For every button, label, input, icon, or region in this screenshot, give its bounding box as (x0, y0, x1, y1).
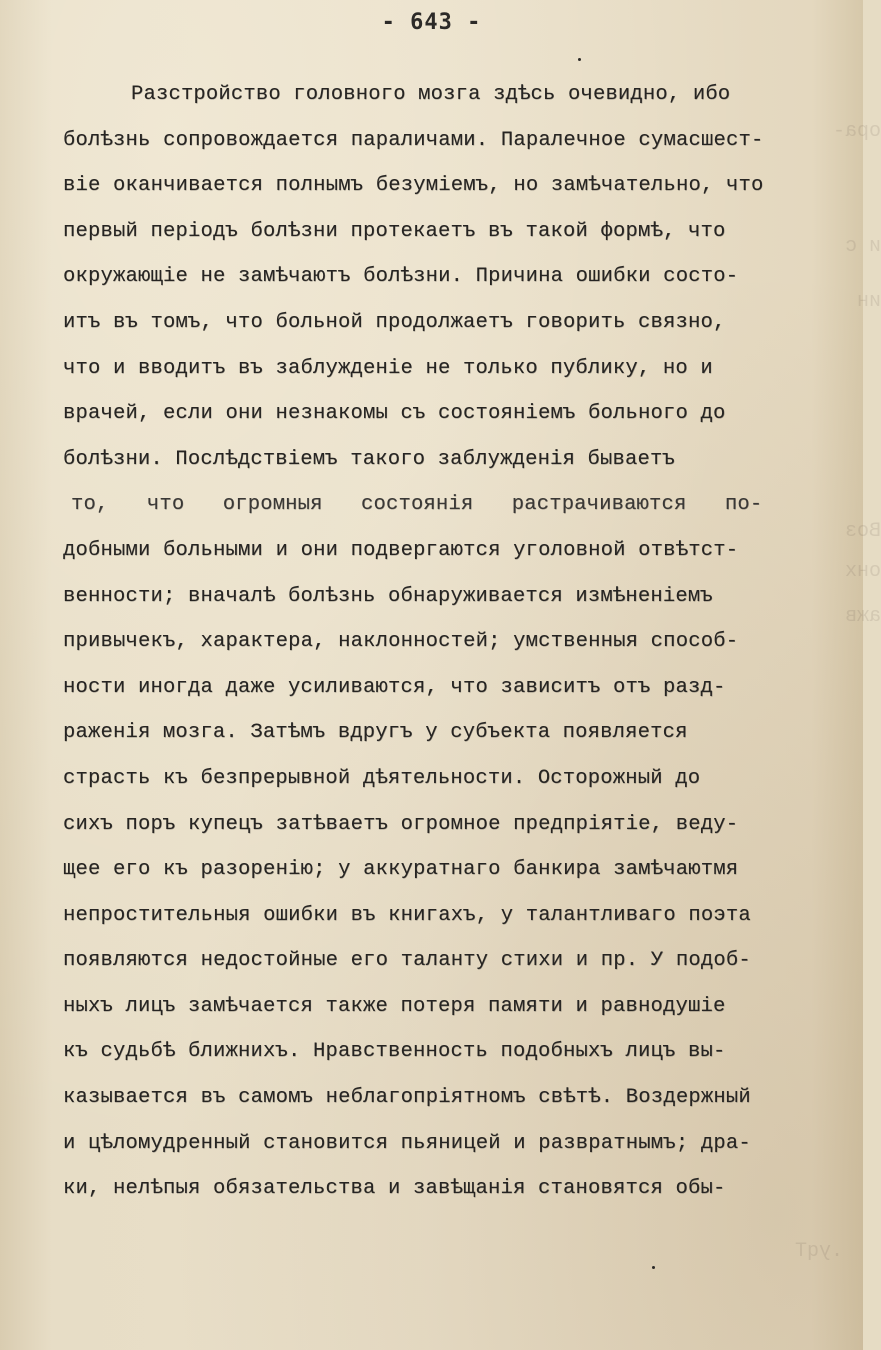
text-line: віе оканчивается полнымъ безуміемъ, но замѣчательно, что (63, 174, 764, 198)
text-line: щее его къ разоренію; у аккуратнаго банкира замѣчаютмя (63, 858, 739, 882)
text-line: къ судьбѣ ближнихъ. Нравственность подобныхъ лицъ вы- (63, 1040, 726, 1064)
text-line: страсть къ безпрерывной дѣятельности. Осторожный до (63, 766, 701, 790)
text-line: непростительныя ошибки въ книгахъ, у талантливаго поэта (63, 903, 751, 927)
text-line: и цѣломудренный становится пьяницей и развратнымъ; дра- (63, 1131, 751, 1155)
text-line: казывается въ самомъ неблагопріятномъ свѣтѣ. Воздержный (63, 1086, 751, 1110)
text-line: окружающіе не замѣчаютъ болѣзни. Причина ошибки состо- (63, 265, 739, 289)
text-line: Разстройство головного мозга здѣсь очевидно, ибо (131, 83, 731, 106)
page-number: - 643 - (381, 10, 482, 35)
text-line: раженія мозга. Затѣмъ вдругъ у субъекта появляется (63, 721, 688, 745)
show-through-bleed: ора- и с ин Воз онх ажв .уqT (794, 120, 881, 1263)
ink-speck (578, 58, 581, 61)
text-line: что и вводитъ въ заблужденіе не только публику, но и (63, 356, 713, 380)
text-line: болѣзнь сопровождается параличами. Паралечное сумасшест- (63, 128, 764, 152)
text-line: итъ въ томъ, что больной продолжаетъ говорить связно, (63, 310, 726, 334)
text-line: ныхъ лицъ замѣчается также потеря памяти и равнодушіе (63, 994, 726, 1018)
text-line: врачей, если они незнакомы съ состояніемъ больного до (63, 402, 726, 426)
body-text (63, 72, 823, 1212)
text-line: болѣзни. Послѣдствіемъ такого заблужденія бываетъ (63, 447, 675, 471)
text-line: сихъ поръ купецъ затѣваетъ огромное предпріятіе, веду- (63, 812, 739, 836)
text-line: ки, нелѣпыя обязательства и завѣщанія становятся обы- (63, 1177, 726, 1201)
text-line: привычекъ, характера, наклонностей; умственныя способ- (63, 630, 739, 654)
text-line: добными больными и они подвергаются уголовной отвѣтст- (63, 538, 739, 562)
text-line: появляются недостойные его таланту стихи и пр. У подоб- (63, 949, 751, 973)
text-line: то, что огромныя состоянія растрачиваются по- (71, 493, 763, 517)
text-line: венности; вначалѣ болѣзнь обнаруживается измѣненіемъ (63, 584, 713, 608)
text-line: ности иногда даже усиливаются, что зависитъ отъ разд- (63, 675, 726, 699)
ink-speck (652, 1266, 655, 1269)
text-line: первый періодъ болѣзни протекаетъ въ такой формѣ, что (63, 219, 726, 243)
